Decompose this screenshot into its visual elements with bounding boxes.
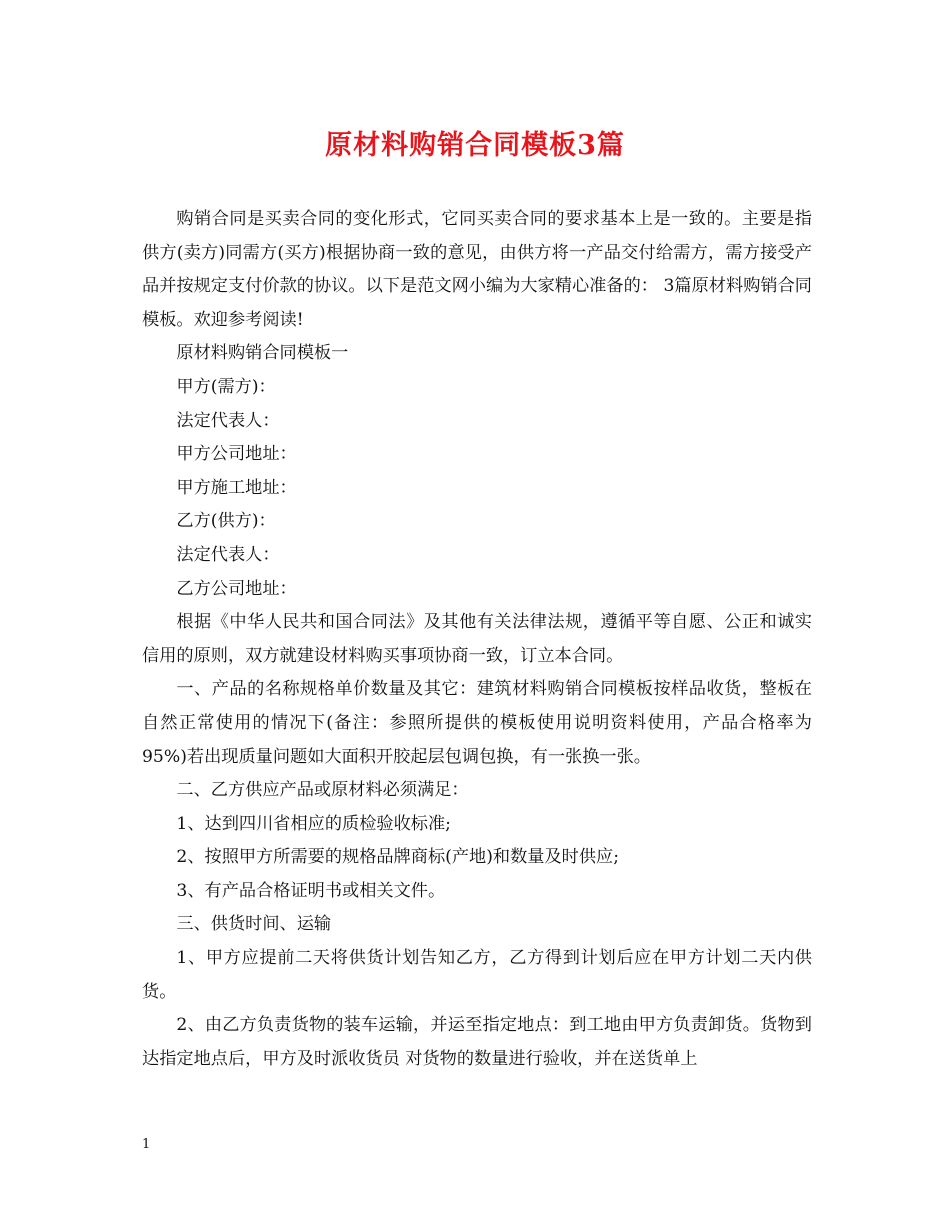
clause-three-item-2: 2、由乙方负责货物的装车运输，并运至指定地点：到工地由甲方负责卸货。货物到达指定地点后，甲方及时派收货员 对货物的数量进行验收，并在送货单上 — [142, 1015, 812, 1069]
clause-two-item-2: 2、按照甲方所需要的规格品牌商标(产地)和数量及时供应; — [176, 847, 620, 868]
clause-two-item-3: 3、有产品合格证明书或相关文件。 — [176, 880, 446, 901]
party-a-company-address-line: 甲方公司地址： — [176, 444, 297, 465]
clause-two-heading: 二、乙方供应产品或原材料必须满足： — [176, 780, 469, 801]
party-b-line: 乙方(供方)： — [176, 511, 276, 532]
template-one-heading: 原材料购销合同模板一 — [176, 343, 349, 364]
party-a-site-address-line: 甲方施工地址： — [176, 477, 297, 498]
party-b-company-address-line: 乙方公司地址： — [176, 578, 297, 599]
legal-basis-paragraph: 根据《中华人民共和国合同法》及其他有关法律法规，遵循平等自愿、公正和诚实信用的原则，双方就建设材料购买事项协商一致，订立本合同。 — [142, 612, 812, 666]
clause-one-paragraph: 一、产品的名称规格单价数量及其它：建筑材料购销合同模板按样品收货，整板在自然正常使用的情况下(备注：参照所提供的模板使用说明资料使用，产品合格率为95%)若出现质量问题如大面积开胶起层包调包换，有一张换一张。 — [142, 679, 812, 767]
document-body — [142, 203, 812, 1076]
party-b-representative-line: 法定代表人： — [176, 544, 280, 565]
party-a-representative-line: 法定代表人： — [176, 410, 280, 431]
page-number: 1 — [142, 1137, 151, 1152]
clause-three-item-1: 1、甲方应提前二天将供货计划告知乙方，乙方得到计划后应在甲方计划二天内供货。 — [142, 948, 812, 1002]
party-a-line: 甲方(需方)： — [176, 376, 276, 397]
clause-three-heading: 三、供货时间、运输 — [176, 914, 332, 935]
clause-two-item-1: 1、达到四川省相应的质检验收标准; — [176, 813, 451, 834]
intro-paragraph: 购销合同是买卖合同的变化形式，它同买卖合同的要求基本上是一致的。主要是指供方(卖方)同需方(买方)根据协商一致的意见，由供方将一产品交付给需方，需方接受产品并按规定支付价款的协议。以下是范文网小编为大家精心准备的： 3篇原材料购销合同模板。欢迎参考阅读! — [142, 209, 812, 330]
document-title: 原材料购销合同模板3篇 — [325, 130, 625, 161]
